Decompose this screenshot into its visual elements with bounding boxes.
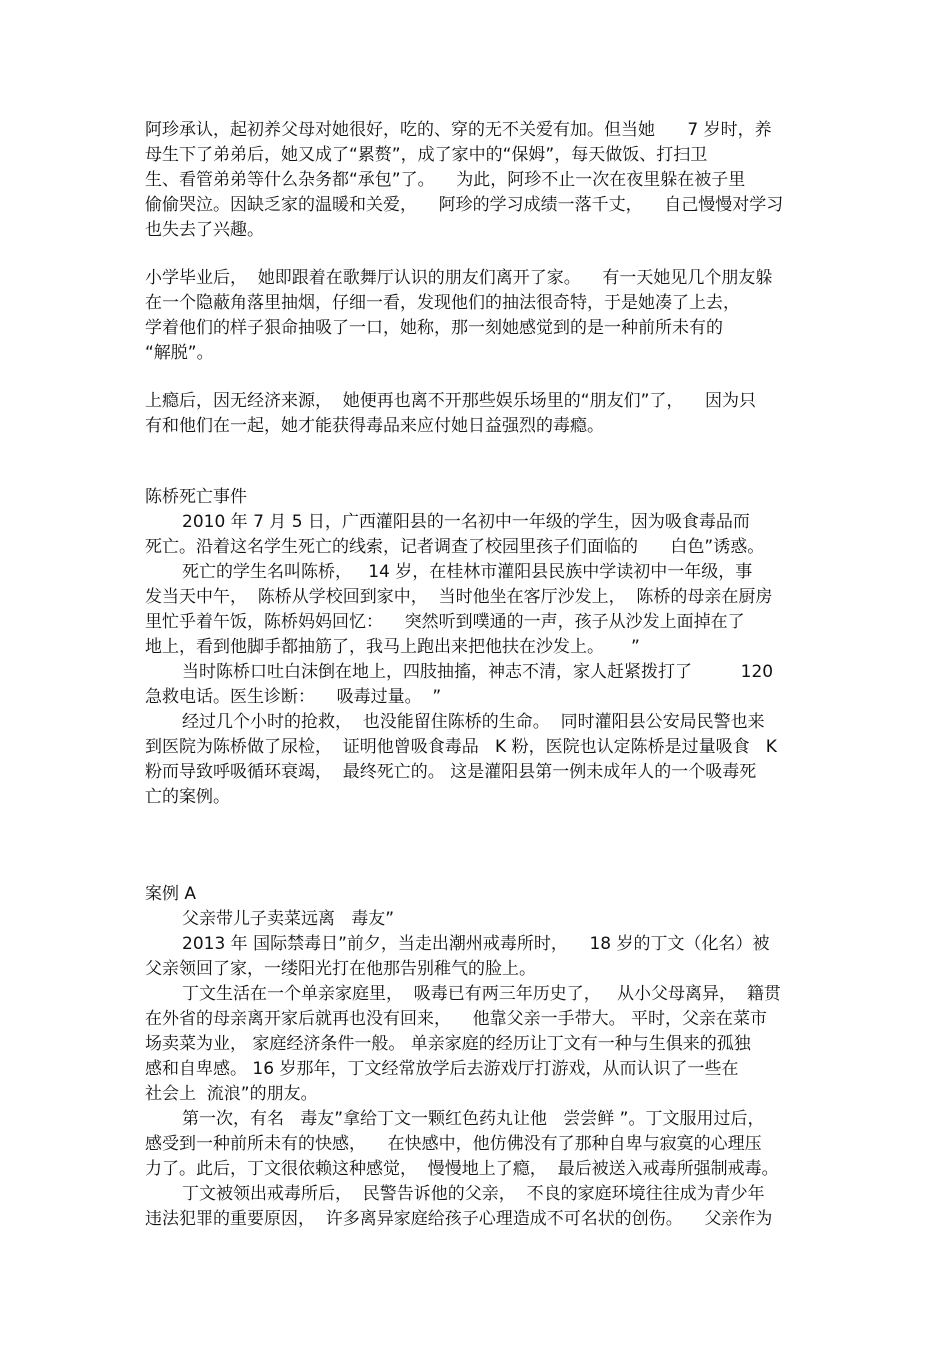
text-line: 违法犯罪的重要原因， 许多离异家庭给孩子心理造成不可名状的创伤。 父亲作为 (145, 1209, 773, 1229)
text-line: 力了。此后，丁文很依赖这种感觉， 慢慢地上了瘾， 最后被送入戒毒所强制戒毒。 (145, 1159, 779, 1179)
text-line: 急救电话。医生诊断： 吸毒过量。 ” (145, 687, 442, 707)
text-line: 亡的案例。 (145, 787, 230, 807)
text-line: 学着他们的样子狠命抽吸了一口，她称，那一刻她感觉到的是一种前所未有的 (145, 318, 723, 338)
text-line: 经过几个小时的抢救， 也没能留住陈桥的生命。 同时灌阳县公安局民警也来 (182, 712, 765, 732)
text-line: 第一次，有名 毒友”拿给丁文一颗红色药丸让他 尝尝鲜 ”。丁文服用过后， (182, 1109, 765, 1129)
text-line: 丁文生活在一个单亲家庭里， 吸毒已有两三年历史了， 从小父母离异， 籍贯 (182, 984, 781, 1004)
text-line: 当时陈桥口吐白沫倒在地上，四肢抽搐，神志不清，家人赶紧拨打了 120 (182, 662, 774, 682)
text-line: 父亲领回了家，一缕阳光打在他那告别稚气的脸上。 (145, 959, 536, 979)
text-line: 地上，看到他脚手都抽筋了，我马上跑出来把他扶在沙发上。 ” (145, 637, 640, 657)
text-line: 死亡。沿着这名学生死亡的线索，记者调查了校园里孩子们面临的 白色”诱惑。 (145, 537, 765, 557)
text-line: 到医院为陈桥做了尿检， 证明他曾吸食毒品 K 粉，医院也认定陈桥是过量吸食 K (145, 737, 777, 757)
text-line: 粉而导致呼吸循环衰竭， 最终死亡的。 这是灌阳县第一例未成年人的一个吸毒死 (145, 762, 757, 782)
text-line: 上瘾后，因无经济来源， 她便再也离不开那些娱乐场里的“朋友们”了， 因为只 (145, 391, 757, 411)
section-heading: 案例 A (145, 884, 197, 904)
text-line: 丁文被领出戒毒所后， 民警告诉他的父亲， 不良的家庭环境往往成为青少年 (182, 1184, 765, 1204)
text-line: 2010 年 7 月 5 日，广西灌阳县的一名初中一年级的学生，因为吸食毒品而 (182, 512, 750, 532)
section-heading: 陈桥死亡事件 (145, 487, 247, 507)
text-line: 偷偷哭泣。因缺乏家的温暖和关爱， 阿珍的学习成绩一落千丈， 自己慢慢对学习 (145, 195, 784, 215)
text-line: 场卖菜为业， 家庭经济条件一般。 单亲家庭的经历让丁文有一种与生俱来的孤独 (145, 1034, 751, 1054)
text-line: “解脱”。 (145, 343, 214, 363)
text-line: 感受到一种前所未有的快感， 在快感中，他仿佛没有了那种自卑与寂寞的心理压 (145, 1134, 762, 1154)
text-line: 小学毕业后， 她即跟着在歌舞厅认识的朋友们离开了家。 有一天她见几个朋友躲 (145, 268, 773, 288)
text-line: 母生下了弟弟后，她又成了“累赘”，成了家中的“保姆”，每天做饭、打扫卫 (145, 145, 708, 165)
text-line: 在外省的母亲离开家后就再也没有回来， 他靠父亲一手带大。 平时，父亲在菜市 (145, 1009, 768, 1029)
text-line: 死亡的学生名叫陈桥， 14 岁，在桂林市灌阳县民族中学读初中一年级，事 (182, 562, 753, 582)
text-line: 里忙乎着午饭，陈桥妈妈回忆： 突然听到噗通的一声，孩子从沙发上面掉在了 (145, 612, 745, 632)
subheading: 父亲带儿子卖菜远离 毒友” (182, 909, 395, 929)
text-line: 在一个隐蔽角落里抽烟，仔细一看，发现他们的抽法很奇特，于是她凑了上去， (145, 293, 740, 313)
text-line: 生、看管弟弟等什么杂务都“承包”了。 为此，阿珍不止一次在夜里躲在被子里 (145, 170, 746, 190)
text-line: 有和他们在一起，她才能获得毒品来应付她日益强烈的毒瘾。 (145, 416, 604, 436)
text-line: 发当天中午， 陈桥从学校回到家中， 当时他坐在客厅沙发上， 陈桥的母亲在厨房 (145, 587, 773, 607)
text-line: 也失去了兴趣。 (145, 220, 264, 240)
text-line: 阿珍承认，起初养父母对她很好，吃的、穿的无不关爱有加。但当她 7 岁时，养 (145, 120, 772, 140)
text-line: 2013 年 国际禁毒日”前夕，当走出潮州戒毒所时， 18 岁的丁文（化名）被 (182, 934, 770, 954)
text-line: 社会上 流浪”的朋友。 (145, 1084, 318, 1104)
text-line: 感和自卑感。 16 岁那年，丁文经常放学后去游戏厅打游戏，从而认识了一些在 (145, 1059, 739, 1079)
